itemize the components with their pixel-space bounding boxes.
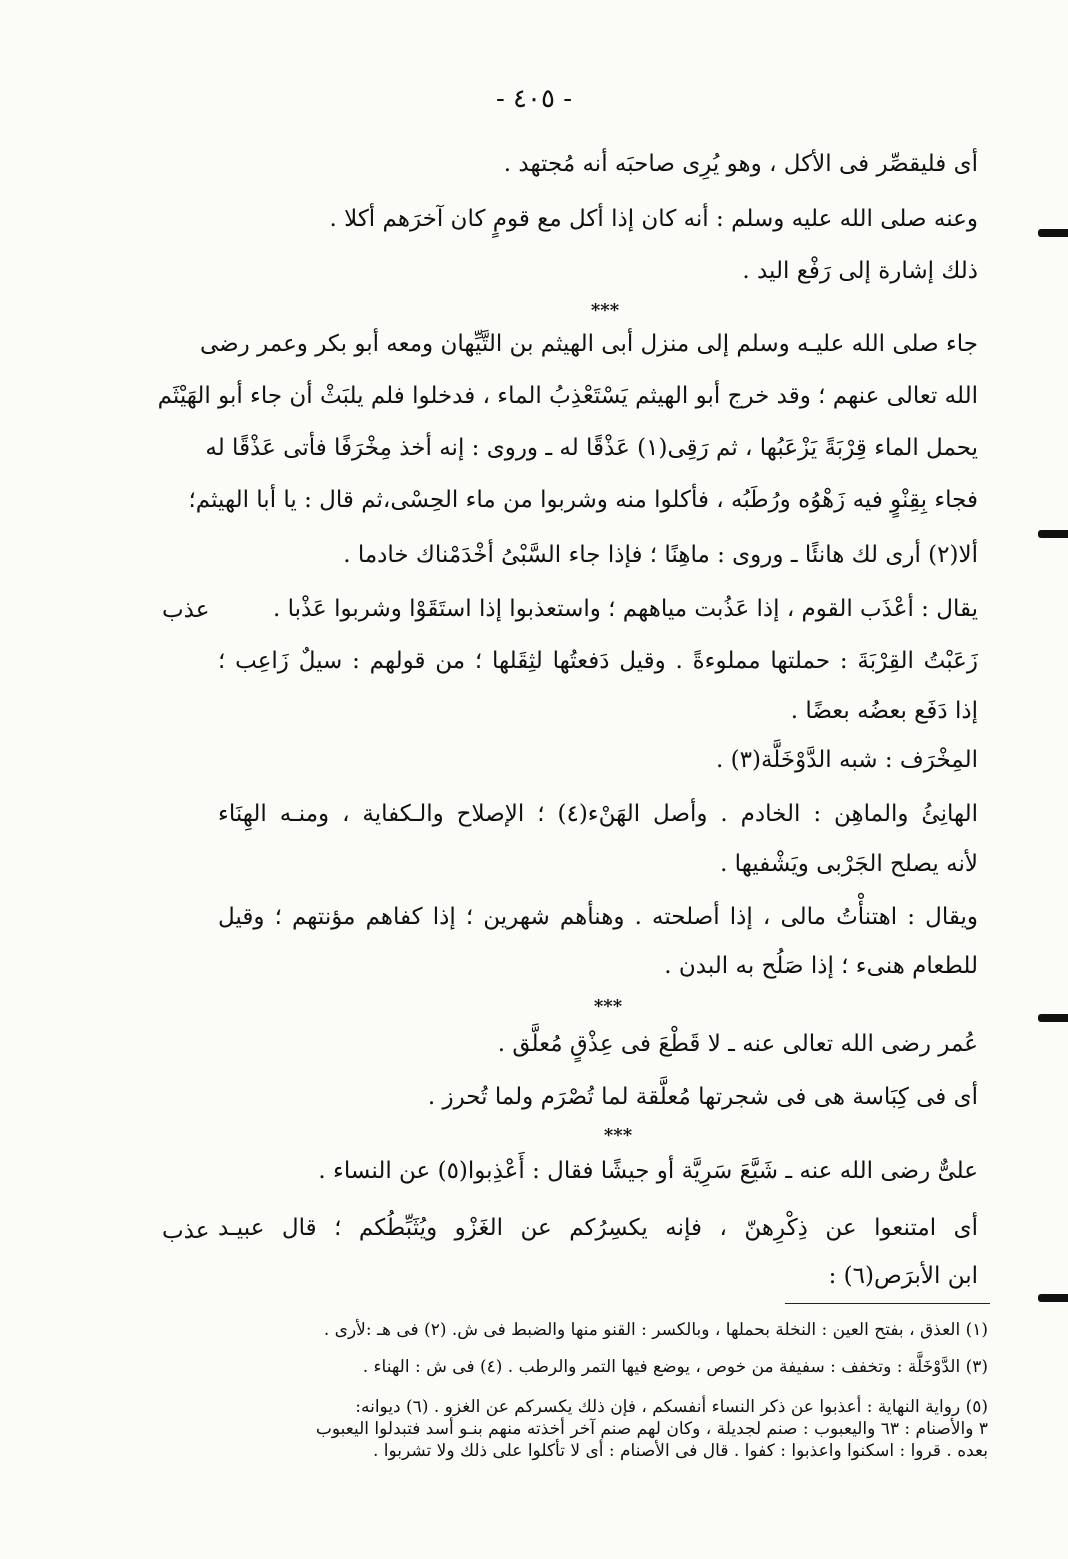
text-line: الله تعالى عنهم ؛ وقد خرج أبو الهيثم يَسْتَعْذِبُ الماء ، فدخلوا فلم يلبَثْ أن جاء أبو الهَيْثَم — [157, 383, 978, 409]
footnote-line: (١) العذق ، بفتح العين : النخلة بحملها ، وبالكسر : القنو منها والضبط فى ش. (٢) فى هـ :لأرى . — [323, 1320, 988, 1340]
text-line: إذا دَفَع بعضُه بعضًا . — [790, 698, 978, 724]
edge-tab-mark — [1038, 229, 1068, 237]
edge-tab-mark — [1038, 1014, 1068, 1022]
footnote-divider — [785, 1303, 990, 1304]
edge-tab-mark — [1038, 530, 1068, 538]
edge-tab-mark — [1038, 1294, 1068, 1302]
text-line: أى امتنعوا عن ذِكْرِهنّ ، فإنه يكسِرُكم عن الغَزْو ويُثَبِّطُكم ؛ قال عبيـد — [218, 1215, 978, 1241]
text-line: وعنه صلى الله عليه وسلم : أنه كان إذا أكل مع قومٍ كان آخرَهم أكلا . — [329, 206, 978, 232]
text-line: ويقال : اهتنأْتُ مالى ، إذا أصلحته . وهنأهم شهرين ؛ إذا كفاهم مؤنتهم ؛ وقيل — [218, 904, 978, 930]
text-line: فجاء بِقِنْوٍ فيه زَهْوُه ورُطَبُه ، فأكلوا منه وشربوا من ماء الحِسْى،ثم قال : يا أبا الهيثم؛ — [188, 487, 978, 513]
section-separator: *** — [593, 996, 623, 1017]
footnote-line: (٥) رواية النهاية : أعذبوا عن ذكر النساء أنفسكم ، فإن ذلك يكسركم عن الغزو . (٦) ديوانه: — [355, 1397, 988, 1417]
text-line: علىٌّ رضى الله عنه ـ شَيَّعَ سَرِيَّة أو جيشًا فقال : أَعْذِبوا(٥) عن النساء . — [318, 1158, 978, 1184]
text-line: زَعَبْتُ القِرْبَةَ : حملتها مملوءةً . وقيل دَفعتُها لثِقَلها ؛ من قولهم : سيلٌ زَاعِب ؛ — [218, 648, 978, 674]
footnote-line: بعده . قروا : اسكنوا واعذبوا : كفوا . قال فى الأصنام : أى لا تأكلوا على ذلك ولا تشربوا . — [372, 1441, 988, 1461]
text-line: عُمر رضى الله تعالى عنه ـ لا قَطْعَ فى عِذْقٍ مُعلَّق . — [497, 1031, 978, 1057]
footnote-line: (٣) الدَّوْخَلَّة : وتخفف : سفيفة من خوص ، يوضع فيها التمر والرطب . (٤) فى ش : الهناء . — [362, 1357, 988, 1377]
text-line: يحمل الماء قِرْبَةً يَزْعَبُها ، ثم رَقِى(١) عَذْقًا له ـ وروى : إنه أخذ مِخْرَفًا فأتى عَذْقًا له — [205, 435, 978, 461]
text-line: أى فليقصِّر فى الأكل ، وهو يُرِى صاحبَه أنه مُجتهد . — [503, 151, 978, 177]
page-number: - ٤٠٥ - — [495, 84, 573, 114]
text-line: أى فى كِبَاسة هى فى شجرتها مُعلَّقة لما تُصْرَم ولما تُحرز . — [427, 1084, 978, 1110]
text-line: يقال : أعْذَب القوم ، إذا عَذُبت مياههم ؛ واستعذبوا إذا استَقَوْا وشربوا عَذْبا . — [272, 596, 978, 622]
section-separator: *** — [590, 300, 620, 321]
margin-root-word: عذب — [162, 597, 210, 623]
text-line: ذلك إشارة إلى رَفْع اليد . — [742, 258, 978, 284]
text-line: ابن الأبرَص(٦) : — [828, 1263, 978, 1289]
text-line: ألا(٢) أرى لك هانئًا ـ وروى : ماهِنًا ؛ فإذا جاء السَّبْىُ أخْدَمْناك خادما . — [343, 542, 978, 568]
footnote-line: ٣ والأصنام : ٦٣ واليعبوب : صنم لجديلة ، وكان لهم صنم آخر أخذته منهم بنـو أسد فتبدلوا اليعبوب — [315, 1419, 988, 1439]
text-line: جاء صلى الله عليـه وسلم إلى منزل أبى الهيثم بن التَّيِّهان ومعه أبو بكر وعمر رضى — [199, 331, 978, 357]
section-separator: *** — [603, 1125, 633, 1146]
text-line: لأنه يصلح الجَرْبى ويَشْفيها . — [720, 851, 978, 877]
text-line: للطعام هنىء ؛ إذا صَلُح به البدن . — [664, 953, 978, 979]
text-line: الهانِئُ والماهِن : الخادم . وأصل الهَنْء(٤) ؛ الإصلاح والـكفاية ، ومنـه الهِنَاء — [218, 801, 978, 827]
text-line: المِخْرَف : شبه الدَّوْخَلَّة(٣) . — [716, 747, 978, 773]
margin-root-word: عذب — [162, 1218, 210, 1244]
